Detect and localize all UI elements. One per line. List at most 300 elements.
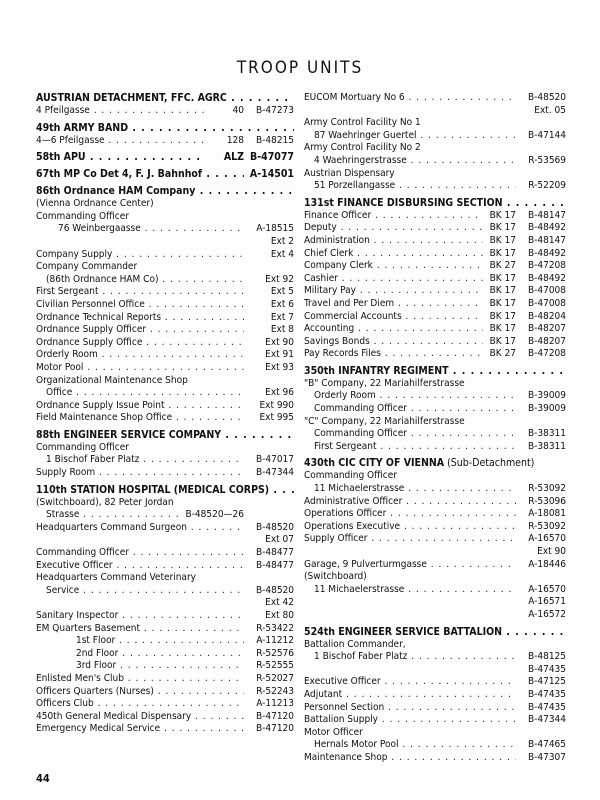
list-item <box>36 312 294 325</box>
list-item <box>304 273 566 286</box>
list-item <box>36 723 294 736</box>
entry-label: Civilian Personnel Office . . . <box>36 299 244 312</box>
list-item <box>304 727 566 740</box>
unit-heading <box>304 457 566 470</box>
entry-label: Army Control Facility No 1 <box>304 117 421 129</box>
entry-label: Executive Officer . . . <box>304 676 516 689</box>
left-column <box>36 92 294 740</box>
list-item <box>304 639 566 652</box>
entry-label: Accounting . . . <box>304 323 483 336</box>
phone-number: Ext 92 <box>265 273 294 285</box>
list-item <box>304 210 566 223</box>
phone-number: R-53092 <box>528 520 566 532</box>
phone-number: A-11213 <box>256 698 294 710</box>
list-item <box>304 651 566 664</box>
unit-heading-row <box>36 151 294 164</box>
list-item <box>304 584 566 597</box>
phone-number: B-48147 <box>527 234 566 246</box>
list-item <box>36 249 294 262</box>
entry-label: Hernals Motor Pool . . . <box>304 739 516 752</box>
phone-number: B-47465 <box>527 739 566 751</box>
entry-label: Office . . . <box>36 387 244 400</box>
list-item <box>304 248 566 261</box>
list-item <box>36 362 294 375</box>
entry-label: Army Control Facility No 2 <box>304 142 421 154</box>
phone-number: B-47120 <box>255 710 294 722</box>
entry-label: Company Clerk . . . <box>304 260 483 273</box>
entry-label: Personnel Section . . . <box>304 702 516 715</box>
list-item <box>36 623 294 636</box>
entry-label: Commanding Officer . . . <box>36 547 244 560</box>
phone-number: B-47008 <box>527 285 566 297</box>
entry-label: Adjutant . . . <box>304 689 516 702</box>
entry-label: EM Quarters Basement . . . <box>36 623 244 636</box>
phone-number: B-48477 <box>255 547 294 559</box>
list-item <box>304 180 566 193</box>
unit-heading-label: 67th MP Co Det 4, F. J. Bahnhof . . . <box>36 168 244 181</box>
entry-label: Enlisted Men's Club . . . <box>36 673 244 686</box>
phone-number: Ext 80 <box>265 610 294 621</box>
list-item <box>36 467 294 480</box>
phone-number: Ext 990 <box>259 399 294 411</box>
phone-number: B-48492 <box>527 247 566 259</box>
entry-label: Austrian Dispensary <box>304 167 395 179</box>
page-number: 44 <box>36 772 50 785</box>
phone-number: B-48125 <box>527 651 566 663</box>
entry-label: Supply Officer . . . <box>304 533 516 546</box>
list-item <box>36 211 294 224</box>
list-item <box>304 739 566 752</box>
phone-number: B-48520 <box>527 92 566 103</box>
phone-number: R-53569 <box>528 154 566 166</box>
entry-label: 1 Bischof Faber Platz . . . <box>304 651 516 664</box>
unit-section <box>36 429 294 480</box>
unit-section <box>304 92 566 193</box>
list-item <box>36 635 294 648</box>
list-item <box>36 597 294 610</box>
phone-building: B-48520—26 <box>185 509 244 521</box>
unit-section <box>36 168 294 181</box>
list-item <box>304 260 566 273</box>
phone-number: Ext 07 <box>265 534 294 546</box>
list-item <box>304 311 566 324</box>
list-item <box>36 299 294 312</box>
phone-building: BK 27 <box>489 260 516 272</box>
list-item <box>36 648 294 661</box>
entry-label: Executive Officer . . . <box>36 560 244 573</box>
phone-number: Ext 96 <box>265 387 294 399</box>
entry-label: Commanding Officer . . . <box>304 403 516 416</box>
list-item <box>36 547 294 560</box>
list-item <box>304 323 566 336</box>
entry-label: Cashier . . . <box>304 273 483 286</box>
phone-number: Ext 8 <box>270 324 294 336</box>
phone-number: Ext 42 <box>265 597 294 609</box>
list-item <box>304 559 566 572</box>
entry-label: "B" Company, 22 Mariahilferstrasse <box>304 377 465 389</box>
unit-section <box>36 92 294 118</box>
entry-label: 2nd Floor . . . <box>36 648 244 661</box>
phone-number: R-52027 <box>256 672 294 684</box>
entry-label: Motor Officer <box>304 726 363 738</box>
entry-label: Company Supply . . . <box>36 249 244 262</box>
list-item <box>36 286 294 299</box>
entry-label: Operations Executive . . . <box>304 521 516 534</box>
unit-section <box>36 185 294 425</box>
list-item <box>36 442 294 455</box>
list-item <box>36 585 294 598</box>
phone-number: B-47344 <box>255 467 294 479</box>
list-item <box>36 497 294 510</box>
entry-label: Garage, 9 Pulverturmgasse . . . <box>304 559 516 572</box>
list-item <box>36 135 294 148</box>
entry-label: 11 Michaelerstrasse . . . <box>304 584 516 597</box>
entry-label: First Sergeant . . . <box>36 286 244 299</box>
list-item <box>36 673 294 686</box>
entry-label: 4 Waehringerstrasse . . . <box>304 155 516 168</box>
entry-label: Ordnance Supply Officer . . . <box>36 324 244 337</box>
phone-number: B-48520 <box>255 521 294 533</box>
unit-section <box>36 151 294 164</box>
phone-number: A-11212 <box>256 635 294 647</box>
phone-number: B-47273 <box>255 105 294 116</box>
phone-number: B-47077 <box>250 151 294 164</box>
phone-number: B-39009 <box>527 390 566 402</box>
phone-building: BK 17 <box>489 272 516 284</box>
unit-heading-label: AUSTRIAN DETACHMENT, FFC. AGRC . . . <box>36 92 294 105</box>
unit-heading-label: 86th Ordnance HAM Company . . . <box>36 185 294 198</box>
unit-heading-row <box>36 168 294 181</box>
entry-label: Chief Clerk . . . <box>304 248 483 261</box>
list-item <box>304 168 566 181</box>
phone-number: B-48492 <box>527 272 566 284</box>
entry-label: 11 Michaelerstrasse . . . <box>304 483 516 496</box>
entry-label: Commanding Officer <box>304 470 397 482</box>
phone-number: B-47435 <box>527 701 566 713</box>
list-item <box>36 454 294 467</box>
list-item <box>304 416 566 429</box>
entry-label: Strasse . . . <box>36 509 183 522</box>
phone-number: B-47344 <box>527 714 566 726</box>
list-item <box>36 274 294 287</box>
phone-number: B-48207 <box>527 323 566 335</box>
entry-label: 3rd Floor . . . <box>36 660 244 673</box>
unit-section <box>304 457 566 621</box>
list-item <box>304 378 566 391</box>
phone-number: B-48147 <box>527 209 566 221</box>
unit-heading <box>304 365 566 378</box>
phone-number: B-47435 <box>527 688 566 700</box>
phone-number: A-16570 <box>528 533 566 545</box>
list-item <box>36 236 294 249</box>
entry-label: Battalion Supply . . . <box>304 714 516 727</box>
entry-label: Sanitary Inspector . . . <box>36 610 244 623</box>
list-item <box>304 533 566 546</box>
entry-label: 1 Bischof Faber Platz . . . <box>36 454 244 467</box>
entry-label: Savings Bonds . . . <box>304 336 483 349</box>
phone-number: B-47008 <box>527 297 566 309</box>
list-item <box>304 689 566 702</box>
unit-heading <box>304 197 566 210</box>
list-item <box>36 324 294 337</box>
list-item <box>304 470 566 483</box>
entry-label: Travel and Per Diem . . . <box>304 298 483 311</box>
list-item <box>36 660 294 673</box>
list-item <box>304 546 566 559</box>
list-item <box>304 222 566 235</box>
list-item <box>304 702 566 715</box>
entry-label: Operations Officer . . . <box>304 508 516 521</box>
entry-label: Headquarters Command Veterinary <box>36 572 196 584</box>
phone-building: 40 <box>232 105 244 116</box>
phone-number: R-53096 <box>528 495 566 507</box>
phone-building: BK 17 <box>489 310 516 322</box>
list-item <box>304 105 566 118</box>
list-item <box>304 496 566 509</box>
phone-number: R-52555 <box>256 660 294 672</box>
unit-section <box>304 365 566 454</box>
entry-label: Military Pay . . . <box>304 285 483 298</box>
list-item <box>36 412 294 425</box>
phone-number: Ext 995 <box>259 412 294 424</box>
entry-label: 450th General Medical Dispensary . . . <box>36 711 244 724</box>
phone-number: A-16572 <box>528 608 566 620</box>
list-item <box>304 521 566 534</box>
entry-label: Officers Club . . . <box>36 698 244 711</box>
list-item <box>36 387 294 400</box>
phone-number: Ext 90 <box>265 336 294 348</box>
phone-building: BK 17 <box>489 323 516 335</box>
entry-label: 4—6 Pfeilgasse . . . <box>36 135 205 148</box>
list-item <box>304 664 566 677</box>
list-item <box>304 508 566 521</box>
phone-number: B-47125 <box>527 676 566 688</box>
entry-label: Officers Quarters (Nurses) . . . <box>36 686 244 699</box>
list-item <box>304 285 566 298</box>
phone-number: B-48492 <box>527 222 566 234</box>
entry-label: 51 Porzellangasse . . . <box>304 180 516 193</box>
list-item <box>36 223 294 236</box>
phone-number: R-52243 <box>256 685 294 697</box>
entry-label: (86th Ordnance HAM Co) . . . <box>36 274 244 287</box>
list-item <box>36 509 294 522</box>
phone-number: R-52576 <box>256 647 294 659</box>
unit-heading-label: 430th CIC CITY OF VIENNA <box>304 457 445 470</box>
list-item <box>304 752 566 765</box>
phone-number: B-38311 <box>527 428 566 440</box>
unit-heading <box>36 429 294 442</box>
entry-label: Organizational Maintenance Shop <box>36 374 188 386</box>
phone-number: A-18446 <box>528 558 566 570</box>
list-item <box>36 686 294 699</box>
entry-label: Commanding Officer <box>36 210 129 222</box>
entry-label: Field Maintenance Shop Office . . . <box>36 412 244 425</box>
list-item <box>36 560 294 573</box>
list-item <box>304 117 566 130</box>
list-item <box>36 711 294 724</box>
list-item <box>36 375 294 388</box>
list-item <box>304 130 566 143</box>
entry-label: Orderly Room . . . <box>304 390 516 403</box>
entry-label: Battalion Commander, <box>304 638 406 650</box>
list-item <box>304 483 566 496</box>
phone-number: B-38311 <box>527 440 566 452</box>
unit-heading <box>36 122 294 135</box>
unit-section <box>36 484 294 736</box>
list-item <box>304 235 566 248</box>
entry-label: Orderly Room . . . <box>36 349 244 362</box>
unit-heading <box>304 626 566 639</box>
phone-number: Ext 6 <box>270 298 294 310</box>
list-item <box>304 596 566 609</box>
list-item <box>304 142 566 155</box>
phone-number: A-18515 <box>256 223 294 235</box>
phone-number: B-47144 <box>527 129 566 141</box>
phone-number: B-48204 <box>527 310 566 322</box>
entry-label: Commercial Accounts . . . <box>304 311 483 324</box>
unit-heading <box>36 484 294 497</box>
phone-number: A-16571 <box>528 596 566 608</box>
phone-number: Ext 2 <box>270 235 294 247</box>
unit-heading <box>36 185 294 198</box>
phone-number: B-48477 <box>255 559 294 571</box>
phone-number: B-47435 <box>527 663 566 675</box>
entry-label: Company Commander <box>36 261 138 273</box>
right-column <box>304 92 566 769</box>
unit-heading-label: 110th STATION HOSPITAL (MEDICAL CORPS) . . . <box>36 484 294 497</box>
phone-number: B-39009 <box>527 403 566 415</box>
entry-label: Commanding Officer <box>36 441 129 453</box>
unit-heading <box>36 92 294 105</box>
phone-building: ALZ <box>223 151 244 164</box>
list-item <box>36 198 294 211</box>
entry-label: 1st Floor . . . <box>36 635 244 648</box>
phone-building: BK 17 <box>489 209 516 221</box>
entry-label: Pay Records Files . . . <box>304 348 483 361</box>
phone-number: R-53092 <box>528 483 566 495</box>
phone-number: A-14501 <box>249 168 294 181</box>
phone-building: BK 17 <box>489 222 516 234</box>
phone-building: BK 17 <box>489 234 516 246</box>
unit-heading-label: 88th ENGINEER SERVICE COMPANY . . . <box>36 429 294 442</box>
entry-label: Supply Room . . . <box>36 467 244 480</box>
list-item <box>36 337 294 350</box>
list-item <box>304 571 566 584</box>
list-item <box>304 348 566 361</box>
phone-number: Ext. 05 <box>534 104 566 116</box>
list-item <box>304 609 566 622</box>
phone-building: 128 <box>226 134 244 146</box>
entry-label: Ordnance Technical Reports . . . <box>36 312 244 325</box>
page-title: TROOP UNITS <box>236 58 364 78</box>
list-item <box>36 261 294 274</box>
entry-label: Maintenance Shop . . . <box>304 752 516 765</box>
list-item <box>36 610 294 623</box>
phone-building: BK 27 <box>489 348 516 360</box>
list-item <box>304 390 566 403</box>
list-item <box>304 714 566 727</box>
entry-label: Ordnance Supply Office . . . <box>36 337 244 350</box>
list-item <box>36 572 294 585</box>
unit-heading-label: 350th INFANTRY REGIMENT . . . <box>304 365 566 378</box>
entry-label: Commanding Officer . . . <box>304 428 516 441</box>
unit-heading-label: 58th APU . . . <box>36 151 205 164</box>
entry-label: Service . . . <box>36 585 244 598</box>
unit-section <box>304 626 566 765</box>
list-item <box>304 336 566 349</box>
entry-label: (Switchboard), 82 Peter Jordan <box>36 496 174 508</box>
phone-number: B-48207 <box>527 335 566 347</box>
entry-label: Finance Officer . . . <box>304 210 483 223</box>
entry-label: Deputy . . . <box>304 222 483 235</box>
phone-number: B-48215 <box>255 134 294 146</box>
unit-section <box>36 122 294 148</box>
list-item <box>36 105 294 118</box>
phone-number: B-47307 <box>527 751 566 763</box>
phone-building: BK 17 <box>489 297 516 309</box>
phone-number: B-47120 <box>255 723 294 735</box>
entry-label: EUCOM Mortuary No 6 . . . <box>304 92 516 105</box>
entry-label: Ordnance Supply Issue Point . . . <box>36 400 244 413</box>
list-item <box>36 349 294 362</box>
entry-label: "C" Company, 22 Mariahilferstrasse <box>304 415 465 427</box>
entry-label: Administration . . . <box>304 235 483 248</box>
list-item <box>36 698 294 711</box>
phone-number: Ext 93 <box>265 361 294 373</box>
phone-number: R-53422 <box>256 622 294 634</box>
list-item <box>304 403 566 416</box>
entry-label: First Sergeant . . . <box>304 441 516 454</box>
list-item <box>304 298 566 311</box>
entry-label: (Vienna Ordnance Center) <box>36 198 154 210</box>
list-item <box>36 534 294 547</box>
list-item <box>304 441 566 454</box>
phone-number: Ext 4 <box>270 248 294 260</box>
list-item <box>304 155 566 168</box>
phone-number: Ext 91 <box>265 349 294 361</box>
phone-number: A-16570 <box>528 583 566 595</box>
phone-building: BK 17 <box>489 335 516 347</box>
list-item <box>304 92 566 105</box>
phone-number: Ext 90 <box>537 546 566 557</box>
entry-label: 4 Pfeilgasse . . . <box>36 105 205 118</box>
entry-label: (Switchboard) <box>304 571 367 583</box>
entry-label: Emergency Medical Service . . . <box>36 723 244 736</box>
phone-number: B-47208 <box>527 260 566 272</box>
phone-number: R-52209 <box>528 180 566 192</box>
entry-label: Headquarters Command Surgeon . . . <box>36 522 244 535</box>
phone-number: B-47017 <box>255 454 294 466</box>
list-item <box>36 522 294 535</box>
unit-heading-label: 131st FINANCE DISBURSING SECTION . . . <box>304 197 566 210</box>
entry-label: 87 Waehringer Guertel . . . <box>304 130 516 143</box>
unit-heading-label: 49th ARMY BAND . . . <box>36 122 294 135</box>
phone-building: BK 17 <box>489 285 516 297</box>
unit-section <box>304 197 566 361</box>
list-item <box>36 400 294 413</box>
entry-label: 76 Weinbergaasse . . . <box>36 223 244 236</box>
list-item <box>304 428 566 441</box>
unit-heading-label: 524th ENGINEER SERVICE BATTALION . . . <box>304 626 566 639</box>
entry-label: Administrative Officer . . . <box>304 496 516 509</box>
list-item <box>304 676 566 689</box>
unit-heading-note: (Sub-Detachment) <box>444 457 535 470</box>
phone-number: Ext 5 <box>270 286 294 298</box>
phone-number: B-48520 <box>255 584 294 596</box>
phone-number: B-47208 <box>527 348 566 360</box>
phone-number: Ext 7 <box>270 311 294 323</box>
entry-label: Motor Pool . . . <box>36 362 244 375</box>
